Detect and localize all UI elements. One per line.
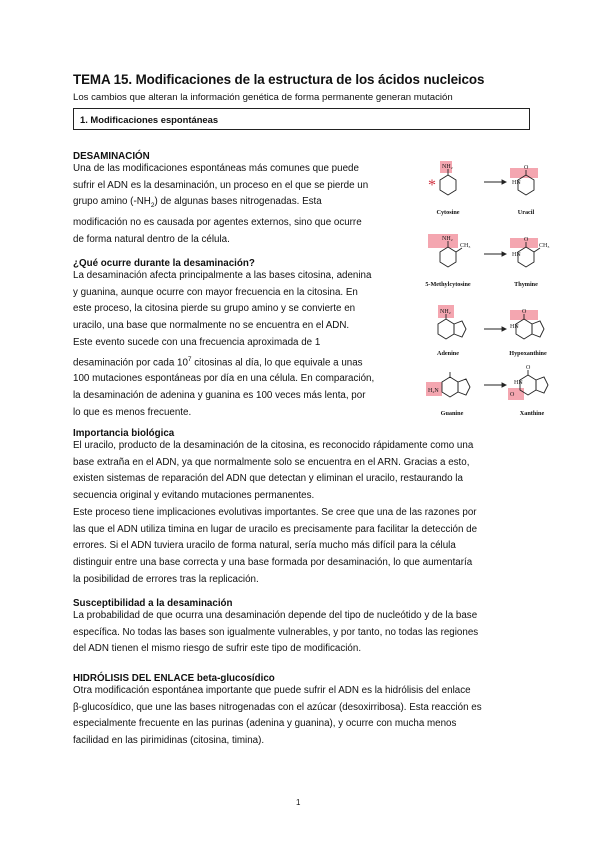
guanine-imidazole — [458, 379, 470, 395]
amino-label: NH₂ — [442, 236, 453, 242]
page-number: 1 — [296, 798, 301, 807]
what-happens-paragraph — [73, 268, 418, 422]
hn-label: HN — [510, 324, 519, 330]
text-line: base extraña en el ADN, ya que normalmente solo se encuentra en el ARN. Gracias a esto, — [73, 456, 470, 468]
text-line — [73, 352, 418, 372]
text-line: modificación no es causada por agentes externos, sino que ocurre — [73, 217, 362, 229]
molecule-label-hypoxanthine: Hypoxanthine — [509, 350, 547, 357]
text-line: facilidad en las pirimidinas (citosina, timina). — [73, 735, 265, 747]
page-title: TEMA 15. Modificaciones de la estructura de los ácidos nucleicos — [73, 72, 485, 87]
text-line: La desaminación afecta principalmente a las bases citosina, adenina — [73, 270, 372, 281]
text-fragment: ) de algunas bases nitrogenadas. Esta — [154, 196, 322, 208]
text-line: y guanina, aunque ocurre con mayor frecuencia en la citosina. En — [73, 286, 358, 298]
methyl-label: CH₃ — [539, 243, 550, 249]
carbonyl-label: O — [510, 392, 515, 398]
text-line: existen sistemas de reparación del ADN que detectan y eliminan el uracilo, restaurando la — [73, 473, 463, 485]
text-line: Este evento sucede con una frecuencia aproximada de 1 — [73, 336, 321, 348]
hypoxanthine-imidazole — [532, 321, 544, 337]
text-line: este proceso, la citosina pierde su grupo amino y se convierte en — [73, 303, 356, 315]
text-line: las que el ADN utiliza timina en lugar de uracilo es precisamente para facilitar la detección de — [73, 523, 478, 535]
molecule-label-methylcytosine: 5-Methylcytosine — [425, 281, 471, 288]
text-line — [73, 194, 418, 215]
text-line: Otra modificación espontánea importante que puede sufrir el ADN es la hidrólisis del enlace — [73, 685, 471, 696]
what-happens-heading: ¿Qué ocurre durante la desaminación? — [73, 258, 255, 269]
asterisk-marker: * — [428, 177, 436, 194]
text-line: distinguir entre una base correcta y una base formada por desaminación, lo que aumentaría — [73, 556, 473, 568]
text-fragment: citosinas al día, lo que equivale a unas — [191, 356, 363, 368]
amino-label: H₂N — [428, 388, 439, 394]
molecule-label-adenine: Adenine — [436, 350, 460, 357]
text-line: Una de las modificaciones espontáneas más comunes que puede — [73, 163, 359, 174]
xanthine-imidazole — [536, 377, 548, 393]
deamination-heading: DESAMINACIÓN — [73, 151, 150, 162]
deamination-paragraph — [73, 161, 418, 248]
text-line: lo que es menos frecuente. — [73, 406, 192, 418]
carbonyl-label: O — [524, 237, 529, 243]
molecule-label-thymine: Thymine — [514, 281, 538, 288]
superscript: 7 — [187, 355, 192, 363]
page-subtitle: Los cambios que alteran la información genética de forma permanente generan mutación — [73, 92, 453, 103]
methyl-label: CH₃ — [460, 243, 471, 249]
carbonyl-label: O — [522, 309, 527, 315]
text-line: uracilo, una base que normalmente no se encuentra en el ADN. — [73, 320, 350, 332]
text-line: la desaminación de adenina y guanina es 100 veces más lenta, por — [73, 390, 366, 402]
amino-label: NH₂ — [442, 164, 453, 170]
importance-paragraph — [73, 438, 533, 588]
molecule-label-guanine: Guanine — [440, 410, 464, 417]
susceptibility-heading: Susceptibilidad a la desaminación — [73, 598, 233, 609]
guanine-ring — [442, 377, 458, 397]
text-line: del ADN tienen el mismo riesgo de sufrir este tipo de modificación. — [73, 643, 362, 655]
text-line: errores. Si el ADN tuviera uracilo de forma natural, sería mucho más difícil para la célula — [73, 540, 456, 552]
subscript: 2 — [150, 202, 155, 210]
text-fragment: grupo amino (-NH — [73, 196, 151, 208]
hydrolysis-paragraph — [73, 683, 533, 750]
amino-label: NH₂ — [440, 309, 451, 315]
hydrolysis-heading: HIDRÓLISIS DEL ENLACE beta-glucosídico — [73, 673, 275, 684]
hn-label: HN — [514, 380, 523, 386]
hn-label: HN — [512, 252, 521, 258]
cytosine-ring — [440, 175, 456, 195]
text-line: sufrir el ADN es la desaminación, un proceso en el que se pierde un — [73, 179, 369, 191]
text-line: secuencia original y evitando mutaciones permanentes. — [73, 490, 315, 502]
text-line: La probabilidad de que ocurra una desaminación depende del tipo de nucleótido y de la base — [73, 610, 478, 621]
adenine-ring — [438, 319, 454, 339]
text-line: El uracilo, producto de la desaminación de la citosina, es reconocido rápidamente como una — [73, 440, 474, 451]
susceptibility-paragraph — [73, 608, 533, 658]
section-heading: 1. Modificaciones espontáneas — [80, 114, 219, 125]
text-line: β-glucosídico, que une las bases nitrogenadas con el azúcar (desoxirribosa). Esta reacción es — [73, 701, 482, 713]
text-line: Este proceso tiene implicaciones evolutivas importantes. Se cree que una de las razones por — [73, 506, 477, 518]
text-line: especialmente frecuente en las purinas (adenina y guanina), y ocurre con mucha menos — [73, 718, 457, 730]
text-line: la posibilidad de errores tras la replicación. — [73, 573, 259, 585]
text-line: 100 mutaciones espontáneas por día en una célula. En comparación, — [73, 373, 375, 385]
deamination-diagram — [418, 152, 558, 424]
adenine-imidazole — [454, 321, 466, 337]
text-fragment: desaminación por cada 10 — [73, 356, 188, 368]
carbonyl-label: O — [524, 165, 529, 171]
carbonyl-label: O — [526, 365, 531, 371]
text-line: específica. No todas las bases son igualmente vulnerables, y por tanto, no todas las regiones — [73, 626, 479, 638]
section-heading-box — [73, 108, 530, 130]
methylcytosine-ring — [440, 247, 456, 267]
hn-label: HN — [512, 180, 521, 186]
molecule-label-uracil: Uracil — [517, 209, 535, 216]
molecule-label-cytosine: Cytosine — [436, 209, 460, 216]
text-line: de forma natural dentro de la célula. — [73, 233, 230, 245]
importance-heading: Importancia biológica — [73, 428, 175, 439]
molecule-label-xanthine: Xanthine — [519, 410, 545, 417]
